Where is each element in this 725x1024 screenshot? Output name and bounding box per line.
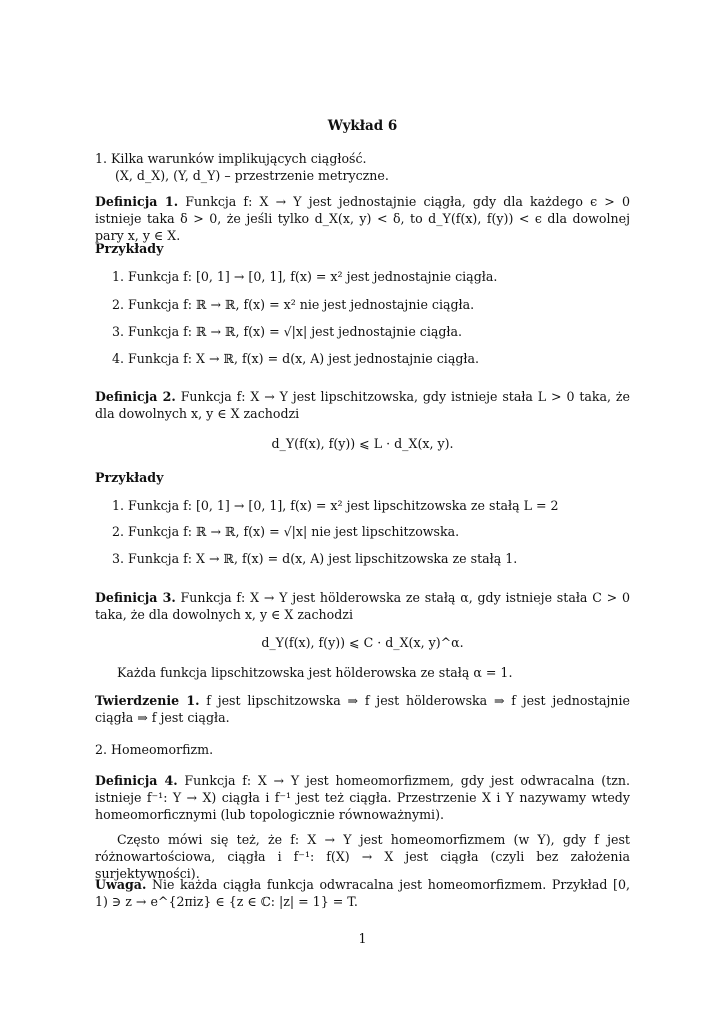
metric-spaces-line: (X, d_X), (Y, d_Y) – przestrzenie metryczne.: [115, 168, 389, 183]
definition-3-label: Definicja 3.: [95, 590, 176, 605]
definition-4-label: Definicja 4.: [95, 773, 178, 788]
remark-label: Uwaga.: [95, 877, 147, 892]
definition-3-formula: d_Y(f(x), f(y)) ⩽ C · d_X(x, y)^α.: [261, 635, 464, 650]
theorem-1-text: f jest lipschitzowska ⇒ f jest hölderowska ⇒ f jest jednostajnie ciągła ⇒ f jest ciągła.: [95, 693, 630, 725]
definition-3-note: Każda funkcja lipschitzowska jest hölderowska ze stałą α = 1.: [117, 665, 513, 680]
examples-1-item: 2. Funkcja f: ℝ → ℝ, f(x) = x² nie jest jednostajnie ciągła.: [112, 297, 475, 312]
definition-4-text: Funkcja f: X → Y jest homeomorfizmem, gdy jest odwracalna (tzn. istnieje f⁻¹: Y → X) ciągła i f⁻¹ jest też ciągła. Przestrzenie X i Y nazywamy wtedy homeomorficznymi (lub topologicznie równoważnymi).: [95, 773, 630, 822]
page-title: Wykład 6: [327, 118, 398, 134]
remark-text: Nie każda ciągła funkcja odwracalna jest homeomorfizmem. Przykład [0, 1) ∋ z → e^{2πiz} ∈ {z ∈ ℂ: |z| = 1} = T.: [95, 877, 630, 909]
section-1-heading: 1. Kilka warunków implikujących ciągłość.: [95, 151, 367, 166]
definition-1-label: Definicja 1.: [95, 194, 179, 209]
definition-2-label: Definicja 2.: [95, 389, 176, 404]
page-number: 1: [358, 931, 367, 946]
definition-2: [95, 388, 630, 422]
examples-1-item: 1. Funkcja f: [0, 1] → [0, 1], f(x) = x² jest jednostajnie ciągła.: [112, 269, 498, 284]
examples-1-heading: Przykłady: [95, 241, 164, 256]
remark: [95, 876, 630, 910]
definition-4-paragraph: Często mówi się też, że f: X → Y jest homeomorfizmem (w Y), gdy f jest różnowartościowa, ciągła i f⁻¹: f(X) → X jest ciągła (czyli bez założenia surjektywności).: [95, 832, 630, 881]
definition-1-text: Funkcja f: X → Y jest jednostajnie ciągła, gdy dla każdego ϵ > 0 istnieje taka δ > 0, że jeśli tylko d_X(x, y) < δ, to d_Y(f(x), f(y)) < ϵ dla dowolnej pary x, y ∈ X.: [95, 194, 630, 243]
examples-2-item: 1. Funkcja f: [0, 1] → [0, 1], f(x) = x² jest lipschitzowska ze stałą L = 2: [112, 498, 559, 513]
definition-3: [95, 589, 630, 623]
definition-1: [95, 193, 630, 244]
definition-2-text: Funkcja f: X → Y jest lipschitzowska, gdy istnieje stała L > 0 taka, że dla dowolnych x, y ∈ X zachodzi: [95, 389, 630, 421]
examples-2-heading: Przykłady: [95, 470, 164, 485]
examples-2-item: 3. Funkcja f: X → ℝ, f(x) = d(x, A) jest lipschitzowska ze stałą 1.: [112, 551, 518, 566]
theorem-1: [95, 692, 630, 726]
examples-2-item: 2. Funkcja f: ℝ → ℝ, f(x) = √|x| nie jest lipschitzowska.: [112, 524, 460, 539]
section-2-heading: 2. Homeomorfizm.: [95, 742, 214, 757]
theorem-1-label: Twierdzenie 1.: [95, 693, 200, 708]
definition-4: [95, 772, 630, 823]
definition-2-formula: d_Y(f(x), f(y)) ⩽ L · d_X(x, y).: [271, 436, 454, 451]
examples-1-item: 3. Funkcja f: ℝ → ℝ, f(x) = √|x| jest jednostajnie ciągła.: [112, 324, 463, 339]
definition-3-text: Funkcja f: X → Y jest hölderowska ze stałą α, gdy istnieje stała C > 0 taka, że dla dowolnych x, y ∈ X zachodzi: [95, 590, 630, 622]
examples-1-item: 4. Funkcja f: X → ℝ, f(x) = d(x, A) jest jednostajnie ciągła.: [112, 351, 480, 366]
